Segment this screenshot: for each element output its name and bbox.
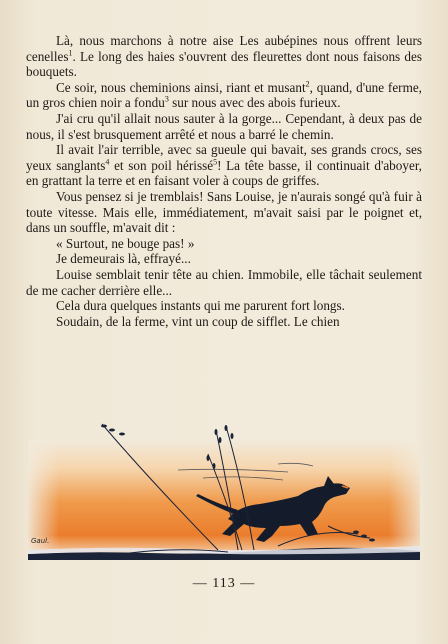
body-text [26,33,422,329]
paragraph [26,314,422,330]
text-run: « Surtout, ne bouge pas! » [56,235,195,251]
paragraph [26,142,422,189]
footnote-marker: 3 [164,94,169,104]
footnote-marker: 1 [68,48,73,58]
text-run: . Le long des haies s'ouvrent des fleurettes dont nous faisons des bouquets. [26,48,422,80]
text-run: Il avait l'air terrible, avec sa gueule qui bavait, ses grands crocs, ses yeux sanglants [26,142,422,173]
paragraph [26,111,422,142]
text-run: , quand, d'une ferme, un gros chien noir a fondu [26,79,422,111]
paragraph [26,189,422,236]
text-run: Je demeurais là, effrayé... [56,251,191,267]
illustration-running-dog [28,418,420,568]
paragraph [26,33,422,80]
paragraph [26,236,422,252]
text-run: Cela dura quelques instants qui me parurent fort longs. [56,298,345,314]
paragraph [26,267,422,298]
text-run: et son poil hérissé [109,157,214,173]
paragraph [26,251,422,267]
text-run: ! La tête basse, il continuait d'aboyer, en grattant la terre et en faisant voler à coups de griffes. [26,157,422,189]
text-run: Ce soir, nous cheminions ainsi, riant et musant [56,79,306,95]
paragraph [26,80,422,111]
text-run: Louise semblait tenir tête au chien. Immobile, elle tâchait seulement de me cacher derrière elle... [26,266,422,298]
text-run: Vous pensez si je tremblais! Sans Louise, je n'aurais songé qu'à fuir à toute vitesse. Mais elle, immédiatement, m'avait saisi par le poignet et, dans un souffle, m'avait dit : [26,188,422,236]
footnote-marker: 4 [105,157,110,167]
footnote-marker: 2 [305,79,310,89]
text-run: J'ai cru qu'il allait nous sauter à la gorge... Cependant, à deux pas de nous, il s'est brusquement arrêté et nous a barré le chemin. [26,110,422,142]
page-number: — 113 — [192,576,256,591]
artist-signature: Gaul. [31,537,50,545]
text-run: Là, nous marchons à notre aise Les aubépines nous offrent leurs cenelles [26,33,422,64]
text-run: Soudain, de la ferme, vint un coup de sifflet. Le chien [56,313,340,329]
paragraph [26,298,422,314]
text-run: sur nous avec des abois furieux. [168,95,341,111]
footnote-marker: 5 [213,157,218,167]
